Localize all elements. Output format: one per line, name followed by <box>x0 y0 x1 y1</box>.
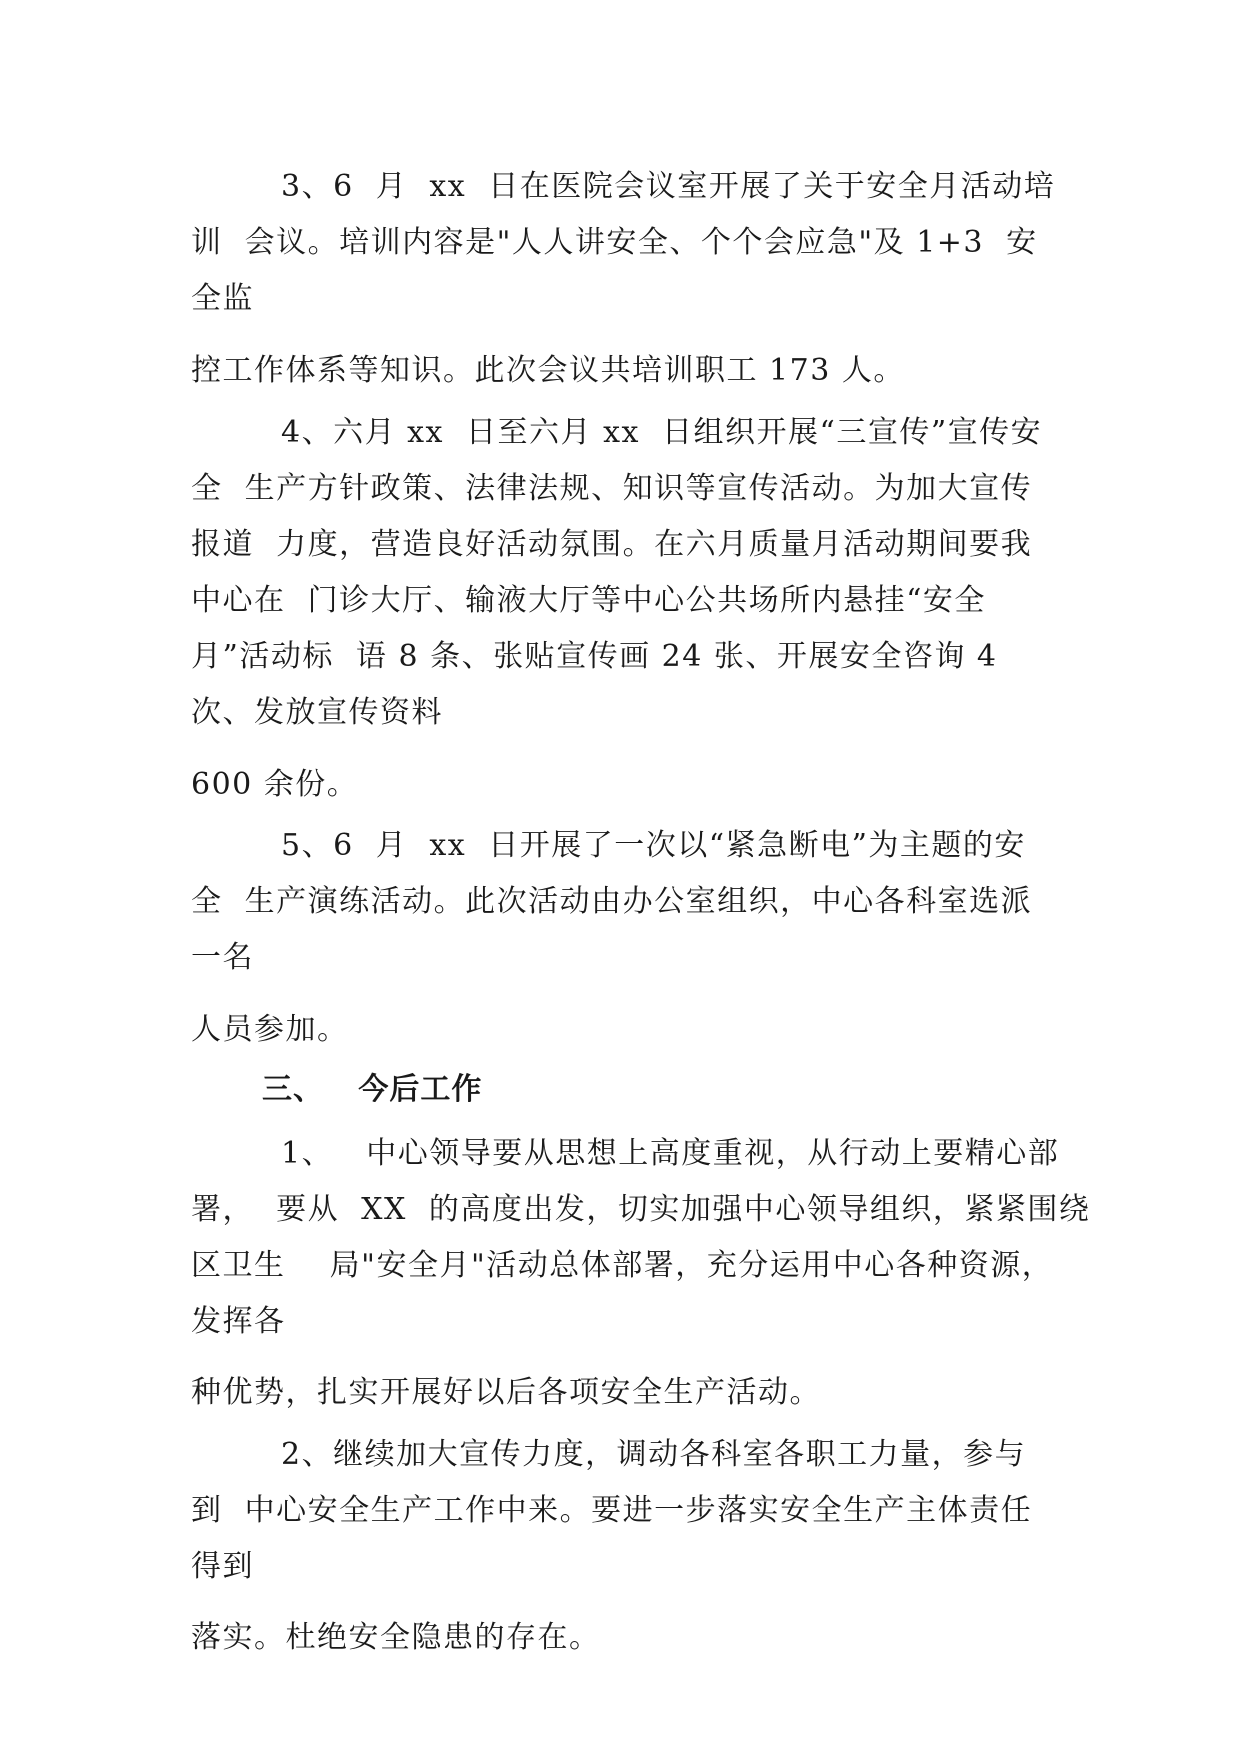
section3-item2-line3: 得到 <box>191 1549 254 1584</box>
section3-item2-line1: 2、继续加大宣传力度，调动各科室各职工力量，参与 <box>281 1437 1027 1472</box>
item3-line1: 3、6 月 xx 日在医院会议室开展了关于安全月活动培 <box>281 169 1056 204</box>
section3-item1-line5: 种优势，扎实开展好以后各项安全生产活动。 <box>191 1375 821 1410</box>
section3-item2-line4: 落实。杜绝安全隐患的存在。 <box>191 1620 601 1655</box>
item5-line4: 人员参加。 <box>191 1012 349 1047</box>
section3-item1-line1: 1、 中心领导要从思想上高度重视，从行动上要精心部 <box>281 1136 1060 1171</box>
item5-line3: 一名 <box>191 940 254 975</box>
item4-line6: 次、发放宣传资料 <box>191 695 443 730</box>
section3-item1-line4: 发挥各 <box>191 1304 286 1339</box>
item3-line2: 训 会议。培训内容是"人人讲安全、个个会应急"及 1+3 安 <box>191 225 1038 260</box>
section3-item2-line2: 到 中心安全生产工作中来。要进一步落实安全生产主体责任 <box>191 1493 1033 1528</box>
section3-item1-line2: 署， 要从 XX 的高度出发，切实加强中心领导组织，紧紧围绕 <box>191 1192 1091 1227</box>
item4-line4: 中心在 门诊大厅、输液大厅等中心公共场所内悬挂“安全 <box>191 583 986 618</box>
item4-line2: 全 生产方针政策、法律法规、知识等宣传活动。为加大宣传 <box>191 471 1033 506</box>
item5-line2: 全 生产演练活动。此次活动由办公室组织，中心各科室选派 <box>191 884 1033 919</box>
item4-line1: 4、六月 xx 日至六月 xx 日组织开展“三宣传”宣传安 <box>281 415 1043 450</box>
item4-line7: 600 余份。 <box>191 767 359 802</box>
item3-line3: 全监 <box>191 281 254 316</box>
item4-line5: 月”活动标 语 8 条、张贴宣传画 24 张、开展安全咨询 4 <box>191 639 998 674</box>
item3-line4: 控工作体系等知识。此次会议共培训职工 173 人。 <box>191 353 905 388</box>
section-heading: 三、 今后工作 <box>262 1072 483 1107</box>
item4-line3: 报道 力度，营造良好活动氛围。在六月质量月活动期间要我 <box>191 527 1033 562</box>
item5-line1: 5、6 月 xx 日开展了一次以“紧急断电”为主题的安 <box>281 828 1026 863</box>
section3-item1-line3: 区卫生 局"安全月"活动总体部署，充分运用中心各种资源， <box>191 1248 1054 1283</box>
